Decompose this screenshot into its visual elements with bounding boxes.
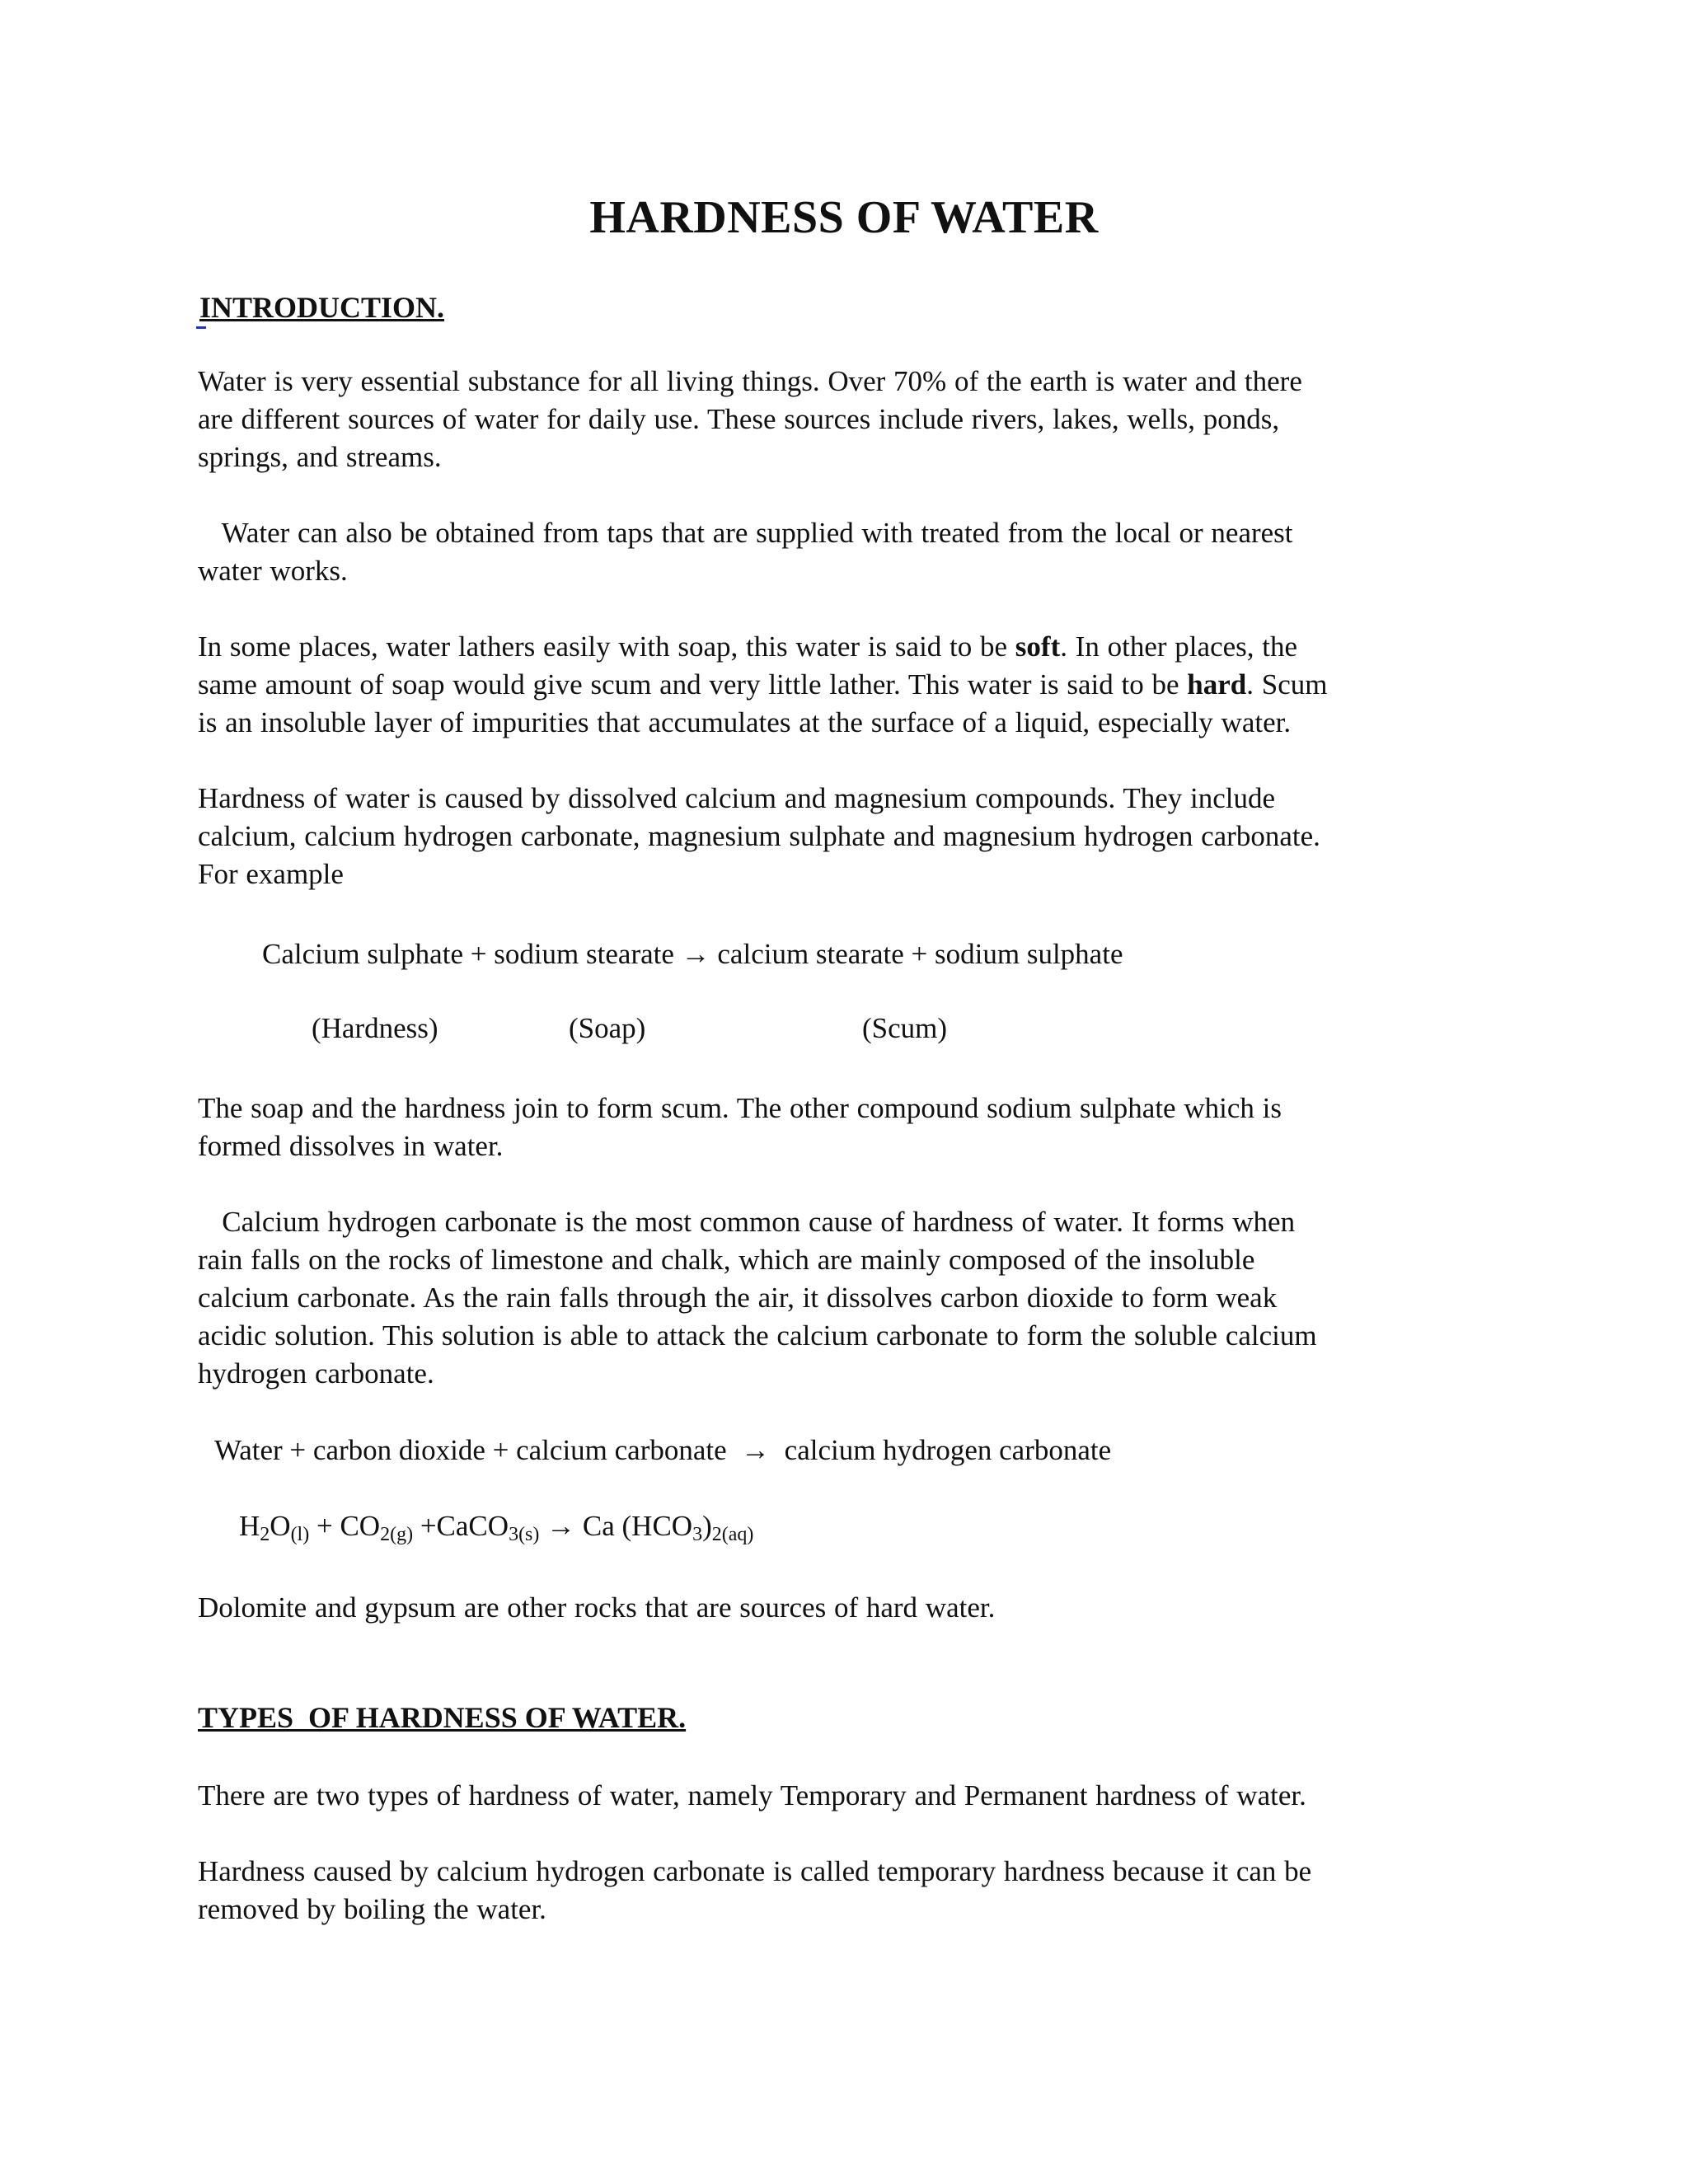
text-span: . Scum [1246, 668, 1328, 701]
paragraph-temporary [198, 1853, 1517, 1929]
intro-underline-mark [196, 326, 206, 329]
eq-subscript: 2 [260, 1524, 270, 1545]
text-line: water works. [198, 555, 348, 587]
paragraph-two-types [198, 1777, 1517, 1815]
paragraph-limestone [198, 1203, 1517, 1393]
text-line: Hardness of water is caused by dissolved calcium and magnesium compounds. They include [198, 782, 1276, 814]
text-line: There are two types of hardness of water, namely Temporary and Permanent hardness of water. [198, 1779, 1306, 1811]
paragraph-scum-explain [198, 1090, 1517, 1165]
paragraph-soft-hard [198, 628, 1517, 742]
equation-bicarbonate-word: Water + carbon dioxide + calcium carbonate → calcium hydrogen carbonate [214, 1434, 1112, 1466]
text-line: formed dissolves in water. [198, 1130, 504, 1162]
text-span: . In other places, the [1060, 630, 1298, 663]
text-line: Calcium hydrogen carbonate is the most common cause of hardness of water. It forms when [198, 1206, 1296, 1238]
text-line: Water can also be obtained from taps that are supplied with treated from the local or nearest [198, 517, 1293, 549]
eq-part: + CO [309, 1510, 381, 1542]
term-hard: hard [1187, 668, 1247, 701]
text-line: acidic solution. This solution is able to attack the calcium carbonate to form the soluble calcium [198, 1319, 1317, 1352]
paragraph-dolomite [198, 1589, 1517, 1627]
text-span: In some places, water lathers easily with soap, this water is said to be [198, 630, 1015, 663]
eq-part: ) [702, 1510, 712, 1542]
text-line: is an insoluble layer of impurities that accumulates at the surface of a liquid, especially water. [198, 706, 1292, 738]
eq-subscript: 3 [692, 1524, 703, 1545]
text-line: The soap and the hardness join to form scum. The other compound sodium sulphate which is [198, 1092, 1282, 1124]
eq-subscript: 2(aq) [711, 1524, 754, 1545]
text-line: are different sources of water for daily use. These sources include rivers, lakes, wells, ponds, [198, 403, 1280, 435]
eq-subscript: 2(g) [380, 1524, 414, 1545]
intro-heading: INTRODUCTION. [199, 291, 445, 324]
term-soft: soft [1015, 630, 1061, 663]
equation-scum-word: Calcium sulphate + sodium stearate → calcium stearate + sodium sulphate [262, 938, 1123, 970]
equation-bicarbonate-chemical [239, 1510, 753, 1546]
text-line: Water is very essential substance for all living things. Over 70% of the earth is water and there [198, 365, 1302, 397]
text-line: calcium carbonate. As the rain falls through the air, it dissolves carbon dioxide to form weak [198, 1282, 1278, 1314]
eq-part: +CaCO [413, 1510, 509, 1542]
eq-part: H [239, 1510, 260, 1542]
paragraph-taps [198, 514, 1517, 590]
label-soap: (Soap) [569, 1012, 646, 1044]
text-line [198, 628, 1517, 666]
eq-subscript: 3(s) [509, 1524, 540, 1545]
label-scum: (Scum) [862, 1012, 948, 1044]
text-span: same amount of soap would give scum and very little lather. This water is said to be [198, 668, 1188, 701]
text-line: rain falls on the rocks of limestone and chalk, which are mainly composed of the insoluble [198, 1244, 1255, 1276]
types-heading: TYPES OF HARDNESS OF WATER. [198, 1701, 687, 1734]
text-line [198, 666, 1517, 704]
text-line: Hardness caused by calcium hydrogen carbonate is called temporary hardness because it can be [198, 1855, 1312, 1887]
text-line: hydrogen carbonate. [198, 1357, 434, 1390]
text-line: removed by boiling the water. [198, 1893, 546, 1925]
text-line: For example [198, 858, 344, 890]
paragraph-causes [198, 780, 1517, 893]
eq-part: O [270, 1510, 291, 1542]
eq-part: → Ca (HCO [539, 1510, 693, 1542]
text-line: springs, and streams. [198, 441, 442, 473]
eq-subscript: (l) [290, 1524, 310, 1545]
paragraph-sources [198, 363, 1517, 476]
label-hardness: (Hardness) [312, 1012, 438, 1044]
page-title: HARDNESS OF WATER [589, 192, 1099, 243]
text-line: Dolomite and gypsum are other rocks that are sources of hard water. [198, 1591, 996, 1624]
text-line: calcium, calcium hydrogen carbonate, magnesium sulphate and magnesium hydrogen carbonate. [198, 820, 1320, 852]
